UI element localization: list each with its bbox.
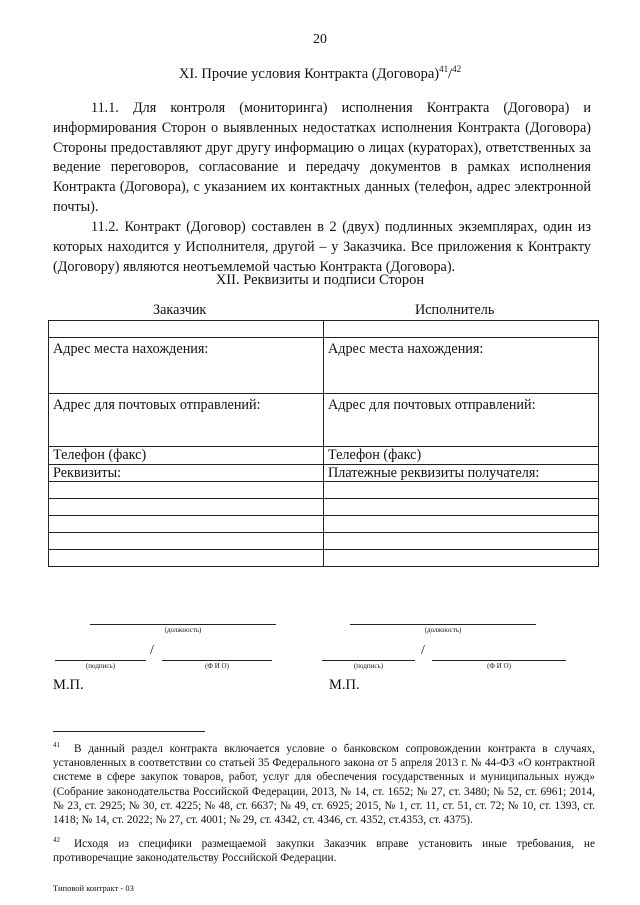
- table-row: [49, 516, 599, 533]
- customer-signature-caption: (подпись): [85, 662, 116, 670]
- table-row: [49, 447, 599, 465]
- footnote-ref-separator: /: [448, 65, 453, 82]
- page-number: 20: [313, 32, 327, 47]
- table-cell: [324, 482, 599, 499]
- executor-signature-caption: (подпись): [353, 662, 384, 670]
- table-row: [49, 550, 599, 567]
- paragraph-11-1-text: 11.1. Для контроля (мониторинга) исполнения Контракта (Договора) и информирования Сторон о выявленных недостатках исполнения Контракта (Договора) Стороны предоставляют друг другу информацию о лицах (кураторах), ответственных за ведение переговоров, согласование и передачу документов в рамках исполнения Контракта (Договора), с указанием их контактных данных (телефон, адрес электронной почты).: [53, 100, 591, 215]
- customer-signature-slash: /: [150, 643, 154, 658]
- customer-signature-line[interactable]: [55, 660, 146, 661]
- footnote-41: [53, 738, 595, 828]
- table-cell: [49, 321, 324, 338]
- executor-address-cell: Адрес места нахождения:: [324, 338, 599, 394]
- executor-phone-cell: Телефон (факс): [324, 447, 599, 465]
- customer-position-caption: (должность): [164, 626, 202, 634]
- executor-position-caption: (должность): [424, 626, 462, 634]
- table-cell: [49, 516, 324, 533]
- footnote-42-number: 42: [53, 836, 60, 844]
- paragraph-11-1: [53, 99, 591, 218]
- table-row: [49, 394, 599, 447]
- footnote-41-number: 41: [53, 741, 60, 749]
- paragraph-11-2-text: 11.2. Контракт (Договор) составлен в 2 (двух) подлинных экземплярах, один из которых находится у Исполнителя, другой – у Заказчика. Все приложения к Контракту (Договору) являются неотъемлемой частью Контракта (Договора).: [53, 219, 591, 275]
- customer-column-header: Заказчик: [153, 302, 207, 318]
- footnote-separator: [53, 731, 205, 732]
- table-row: [49, 533, 599, 550]
- executor-postal-cell: Адрес для почтовых отправлений:: [324, 394, 599, 447]
- table-row: [49, 338, 599, 394]
- footnote-ref-42[interactable]: 42: [452, 64, 462, 74]
- table-cell: [49, 482, 324, 499]
- table-cell: [49, 533, 324, 550]
- executor-details-cell: Платежные реквизиты получателя:: [324, 465, 599, 482]
- footnote-42-text: Исходя из специфики размещаемой закупки Заказчик вправе установить иные требования, не противоречащие законодательству Российской Федерации.: [53, 837, 595, 865]
- customer-postal-cell: Адрес для почтовых отправлений:: [49, 394, 324, 447]
- table-row: [49, 465, 599, 482]
- table-cell: [324, 516, 599, 533]
- customer-details-cell: Реквизиты:: [49, 465, 324, 482]
- executor-position-line[interactable]: [350, 624, 536, 625]
- executor-signature-line[interactable]: [322, 660, 415, 661]
- table-row: [49, 499, 599, 516]
- requisites-table: [48, 320, 599, 567]
- document-footer: Типовой контракт - 03: [53, 883, 134, 893]
- table-cell: [49, 550, 324, 567]
- paragraph-11-2: [53, 218, 591, 277]
- table-cell: [324, 321, 599, 338]
- executor-stamp-label: М.П.: [329, 677, 360, 693]
- footnote-42: [53, 833, 595, 865]
- table-cell: [49, 499, 324, 516]
- executor-name-line[interactable]: [432, 660, 566, 661]
- customer-phone-cell: Телефон (факс): [49, 447, 324, 465]
- footnote-41-text: В данный раздел контракта включается условие о банковском сопровождении контракта в случаях, установленных в соответствии со статьей 35 Федерального закона от 5 апреля 2013 г. № 44-ФЗ «О контрактной системе в сфере закупок товаров, работ, услуг для обеспечения государственных и муниципальных нужд» (Собрание законодательства Российской Федерации, 2013, № 14, ст. 1652; № 27, ст. 3480; № 52, ст. 6961; 2014, № 23, ст. 2925; № 30, ст. 4225; № 48, ст. 6637; № 49, ст. 6925; 2015, № 1, ст. 11, ст. 51, ст. 72; № 10, ст. 1393, ст. 1418; № 14, ст. 2022; № 27, ст. 4001; № 29, ст. 4342, ст. 4346, ст. 4352, ст.4353, ст. 4375).: [53, 742, 595, 827]
- footnote-ref-41[interactable]: 41: [439, 64, 449, 74]
- executor-signature-slash: /: [421, 643, 425, 658]
- table-cell: [324, 550, 599, 567]
- executor-name-caption: (Ф И О): [487, 662, 511, 670]
- table-row: [49, 321, 599, 338]
- section-xi-title: XI. Прочие условия Контракта (Договора): [178, 65, 440, 82]
- table-row: [49, 482, 599, 499]
- section-xii-heading: XII. Реквизиты и подписи Сторон: [215, 272, 425, 288]
- section-xi-heading: [0, 64, 640, 83]
- customer-stamp-label: М.П.: [53, 677, 84, 693]
- customer-address-cell: Адрес места нахождения:: [49, 338, 324, 394]
- customer-position-line[interactable]: [90, 624, 276, 625]
- customer-name-line[interactable]: [162, 660, 272, 661]
- customer-name-caption: (Ф И О): [205, 662, 229, 670]
- table-cell: [324, 533, 599, 550]
- table-cell: [324, 499, 599, 516]
- executor-column-header: Исполнитель: [415, 302, 495, 318]
